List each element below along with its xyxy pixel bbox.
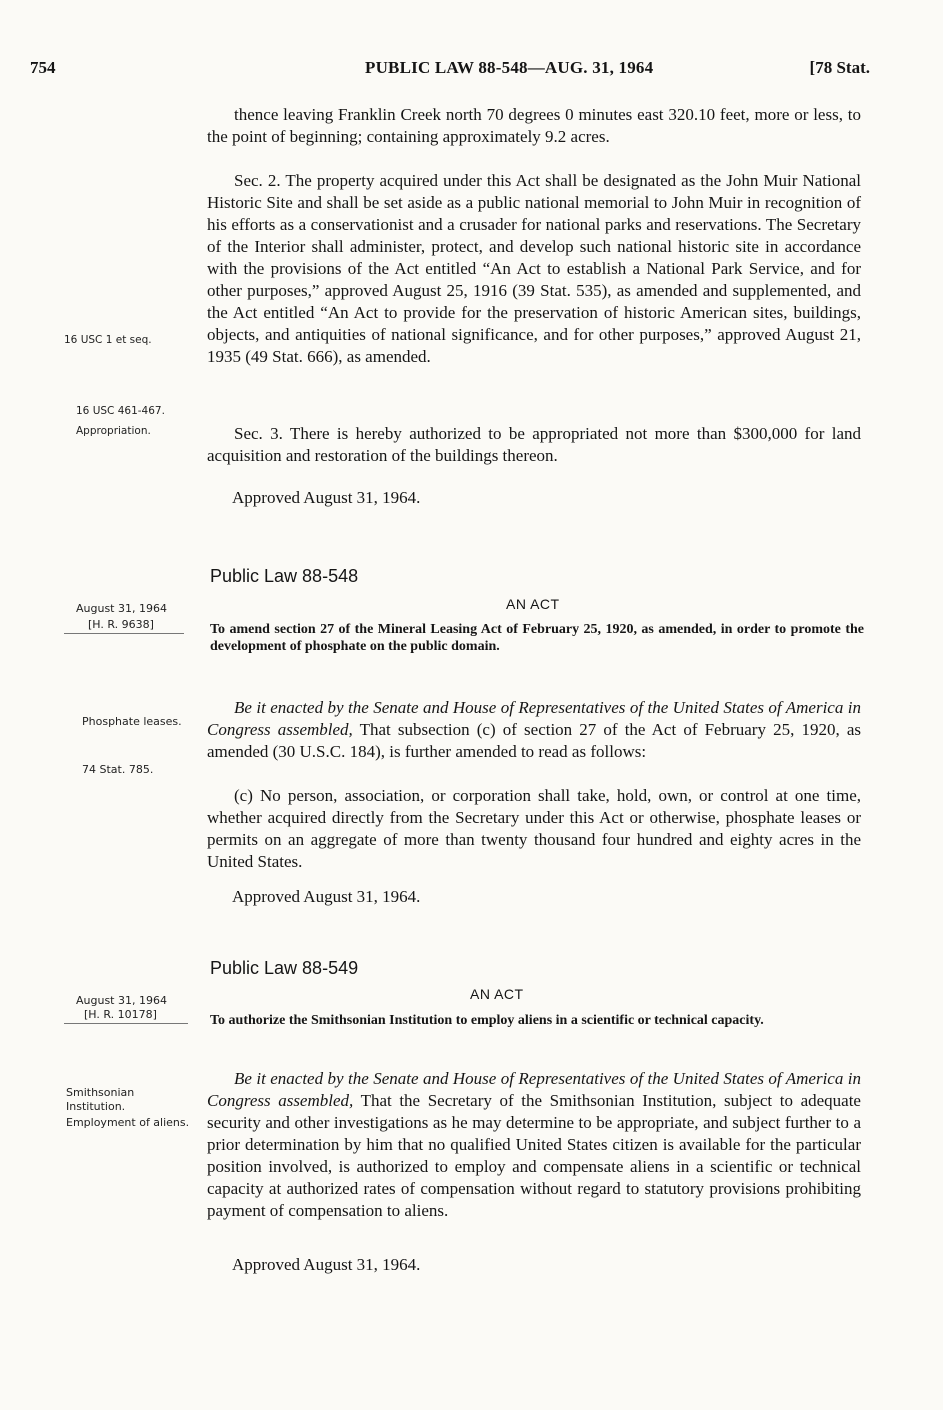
public-law-88-548-heading: Public Law 88-548 — [210, 566, 359, 586]
margin-note-employment-aliens: Employment of aliens. — [66, 1116, 190, 1129]
section-3-paragraph: Sec. 3. There is hereby authorized to be appropriated not more than $300,000 for land acquisition and restoration of the buildings thereon. — [207, 424, 861, 465]
approval-line-2: Approved August 31, 1964. — [232, 887, 421, 906]
page-number: 754 — [30, 58, 56, 77]
continuation-paragraph: thence leaving Franklin Creek north 70 degrees 0 minutes east 320.10 feet, more or less, to the point of beginning; containing approximately 9.2 acres. — [207, 105, 861, 146]
law-549-enacting-clause — [207, 1068, 861, 1222]
law-548-date: August 31, 1964 — [76, 602, 167, 615]
margin-note-16-usc-461: 16 USC 461-467. — [76, 405, 165, 417]
margin-note-16-usc-1: 16 USC 1 et seq. — [64, 334, 152, 346]
law-548-subsection-c: (c) No person, association, or corporation shall take, hold, own, or control at one time, whether acquired directly from the Secretary under this Act or otherwise, phosphate leases or permits on an aggregate of more than twenty thousand four hundred and eighty acres in the United States. — [207, 786, 861, 871]
law-548-an-act: AN ACT — [506, 596, 560, 612]
law-549-date: August 31, 1964 — [76, 994, 167, 1007]
margin-note-smithsonian: Smithsonian Institution. — [66, 1086, 135, 1113]
statute-reference: [78 Stat. — [809, 58, 870, 77]
law-549-margin-rule — [64, 1023, 188, 1024]
law-548-enact-rest: That subsection (c) of section 27 of the Act of February 25, 1920, as amended (30 U.S.C. 184), is further amended to read as follows: — [207, 720, 861, 761]
page-header — [30, 58, 870, 82]
margin-note-appropriation: Appropriation. — [76, 425, 151, 437]
running-title: PUBLIC LAW 88-548—AUG. 31, 1964 — [365, 58, 654, 77]
public-law-88-549-heading: Public Law 88-549 — [210, 958, 359, 978]
law-549-enact-italic: Be it enacted by the Senate and House of Representatives of the United States of America in Congress assembled, — [207, 1069, 861, 1110]
law-549-subject: To authorize the Smithsonian Institution to employ aliens in a scientific or technical capacity. — [210, 1013, 764, 1028]
approval-line-1: Approved August 31, 1964. — [232, 488, 421, 507]
law-549-bill-number: [H. R. 10178] — [84, 1008, 157, 1021]
law-549-an-act: AN ACT — [470, 986, 524, 1002]
law-549-enact-rest: That the Secretary of the Smithsonian Institution, subject to adequate security and other investigations as he may determine to be appropriate, and subject further to a prior determination by him that no qualified United States citizen is available for the particular position involved, is authorized to employ and compensate aliens in a scientific or technical capacity at authorized rates of compensation without regard to statutory provisions prohibiting payment of compensation to aliens. — [207, 1091, 861, 1220]
margin-note-74-stat: 74 Stat. 785. — [82, 763, 154, 776]
law-548-margin-rule — [64, 633, 184, 634]
law-548-enact-italic: Be it enacted by the Senate and House of Representatives of the United States of America in Congress assembled, — [207, 698, 861, 739]
law-548-bill-number: [H. R. 9638] — [88, 618, 154, 631]
law-548-enacting-clause — [207, 697, 861, 763]
law-548-subject: To amend section 27 of the Mineral Leasing Act of February 25, 1920, as amended, in order to promote the development of phosphate on the public domain. — [210, 622, 864, 654]
section-2-paragraph: Sec. 2. The property acquired under this Act shall be designated as the John Muir National Historic Site and shall be set aside as a public national memorial to John Muir in recognition of his efforts as a conservationist and a crusader for national parks and reservations. The Secretary of the Interior shall administer, protect, and develop such national historic site in accordance with the provisions of the Act entitled “An Act to establish a National Park Service, and for other purposes,” approved August 25, 1916 (39 Stat. 535), as amended and supplemented, and the Act entitled “An Act to provide for the preservation of historic American sites, buildings, objects, and antiquities of national significance, and for other purposes,” approved August 21, 1935 (49 Stat. 666), as amended. — [207, 171, 861, 366]
margin-note-phosphate-leases: Phosphate leases. — [82, 715, 182, 728]
approval-line-3: Approved August 31, 1964. — [232, 1255, 421, 1274]
